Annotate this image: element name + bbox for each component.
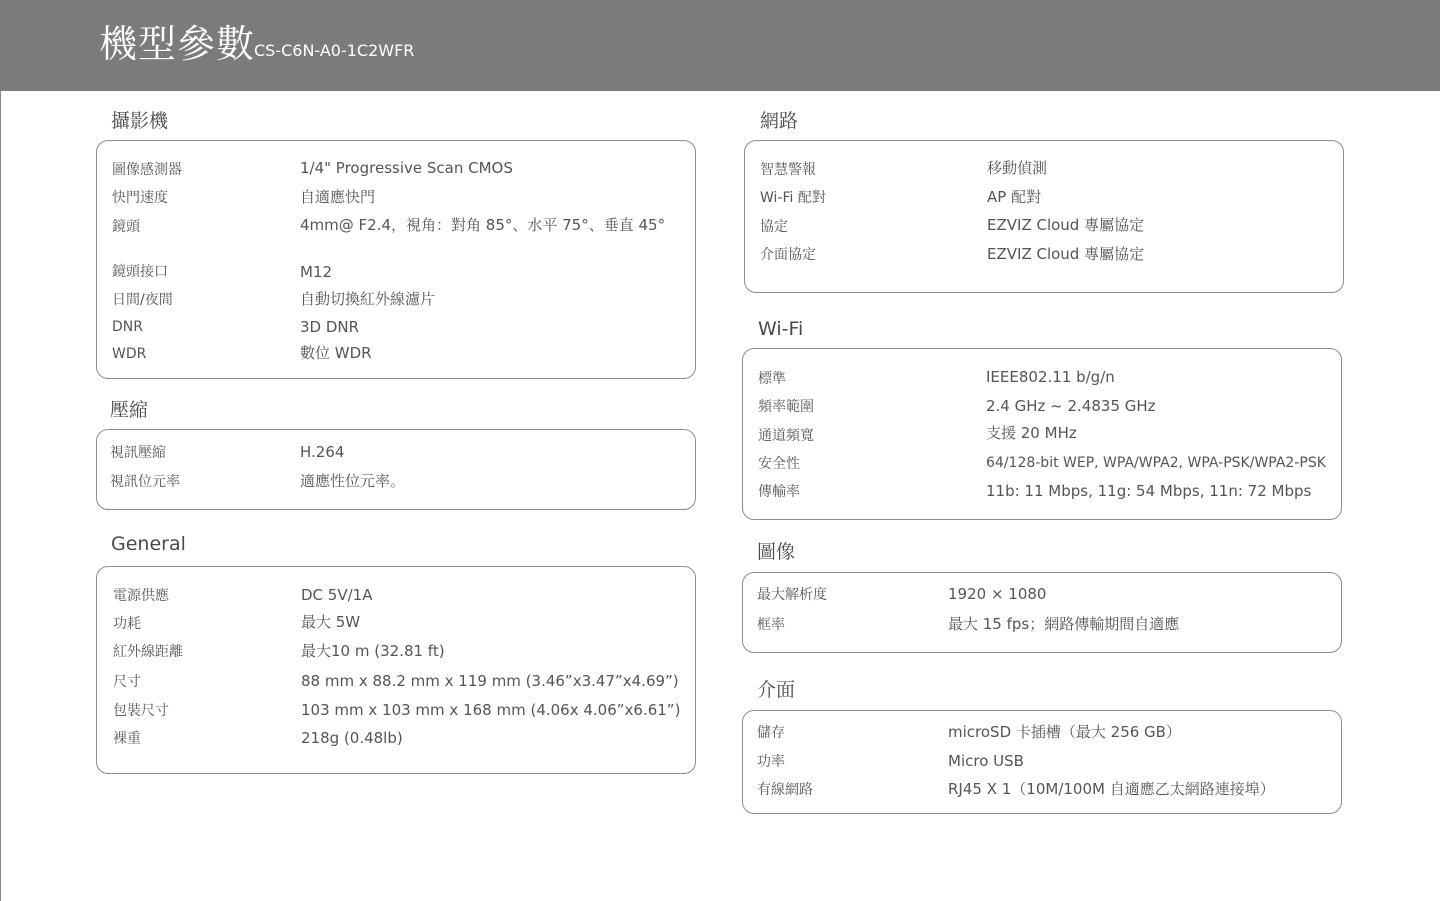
spec-label: 裸重 — [113, 731, 141, 747]
spec-label: 安全性 — [758, 456, 800, 472]
spec-label: 有線網路 — [757, 782, 813, 798]
header-bar — [0, 0, 1440, 91]
spec-label: 快門速度 — [112, 190, 168, 206]
section-title-camera: 攝影機 — [111, 110, 169, 132]
spec-label: 包裝尺寸 — [113, 703, 169, 719]
compression-panel — [96, 429, 696, 510]
section-title-image: 圖像 — [757, 541, 796, 563]
spec-value: microSD 卡插槽（最大 256 GB） — [948, 723, 1181, 741]
spec-value: 1/4" Progressive Scan CMOS — [300, 159, 513, 177]
spec-label: 視訊位元率 — [110, 474, 180, 490]
spec-value: 103 mm x 103 mm x 168 mm (4.06x 4.06”x6.61”) — [301, 701, 681, 719]
spec-value: 88 mm x 88.2 mm x 119 mm (3.46”x3.47”x4.69”) — [301, 672, 679, 690]
section-title-general: General — [111, 533, 186, 555]
spec-label: 標準 — [758, 371, 786, 387]
spec-label: 傳輸率 — [758, 484, 800, 500]
section-title-wifi: Wi-Fi — [758, 318, 804, 340]
spec-label: 視訊壓縮 — [110, 445, 166, 461]
spec-value: 數位 WDR — [300, 344, 372, 362]
page-title: 機型參數 — [99, 22, 256, 66]
spec-label: Wi-Fi 配對 — [760, 190, 826, 206]
spec-label: 協定 — [760, 219, 788, 235]
spec-value: 2.4 GHz ~ 2.4835 GHz — [986, 397, 1156, 415]
spec-value: 適應性位元率。 — [300, 472, 406, 490]
spec-value: 4mm@ F2.4，視角：對角 85°、水平 75°、垂直 45° — [300, 216, 666, 234]
spec-value: EZVIZ Cloud 專屬協定 — [987, 216, 1145, 234]
spec-value: H.264 — [300, 443, 345, 461]
spec-label: 最大解析度 — [757, 587, 827, 603]
spec-value: 1920 × 1080 — [948, 585, 1047, 603]
spec-label: 介面協定 — [760, 247, 816, 263]
spec-label: 鏡頭接口 — [112, 264, 168, 280]
spec-value: 218g (0.48lb) — [301, 729, 403, 747]
spec-label: 頻率範圍 — [758, 399, 814, 415]
spec-value: 自適應快門 — [300, 188, 376, 206]
spec-value: 最大 15 fps；網路傳輸期間自適應 — [948, 615, 1180, 633]
spec-value: RJ45 X 1（10M/100M 自適應乙太網路連接埠） — [948, 780, 1275, 798]
spec-label: 智慧警報 — [760, 162, 816, 178]
spec-label: 通道頻寬 — [758, 428, 814, 444]
spec-value: 最大10 m (32.81 ft) — [301, 642, 445, 660]
spec-value: Micro USB — [948, 752, 1024, 770]
page-left-rule — [0, 91, 1, 901]
spec-label: 儲存 — [757, 725, 785, 741]
spec-value: EZVIZ Cloud 專屬協定 — [987, 245, 1145, 263]
spec-value: 11b: 11 Mbps, 11g: 54 Mbps, 11n: 72 Mbps — [986, 482, 1312, 500]
section-title-compression: 壓縮 — [110, 399, 149, 421]
spec-value: 自動切換紅外線濾片 — [300, 290, 436, 308]
spec-label: 電源供應 — [113, 588, 169, 604]
spec-label: DNR — [112, 319, 143, 335]
spec-value: AP 配對 — [987, 188, 1042, 206]
spec-value: M12 — [300, 263, 333, 281]
spec-label: 圖像感測器 — [112, 162, 182, 178]
spec-label: 日間/夜間 — [112, 292, 173, 308]
spec-label: 框率 — [757, 617, 785, 633]
spec-value: DC 5V/1A — [301, 586, 373, 604]
spec-value: 支援 20 MHz — [986, 424, 1077, 442]
spec-label: 尺寸 — [113, 674, 141, 690]
section-title-network: 網路 — [760, 110, 799, 132]
spec-value: 移動偵測 — [987, 159, 1048, 177]
spec-label: WDR — [112, 346, 147, 362]
section-title-interface: 介面 — [757, 679, 796, 701]
spec-value: 64/128-bit WEP, WPA/WPA2, WPA-PSK/WPA2-PSK — [986, 455, 1326, 471]
spec-value: 最大 5W — [301, 613, 361, 631]
spec-label: 功率 — [757, 754, 785, 770]
spec-label: 功耗 — [113, 616, 141, 632]
spec-label: 鏡頭 — [112, 219, 140, 235]
spec-value: IEEE802.11 b/g/n — [986, 368, 1115, 386]
model-number: CS-C6N-A0-1C2WFR — [254, 41, 415, 60]
spec-value: 3D DNR — [300, 318, 360, 336]
spec-label: 紅外線距離 — [113, 644, 183, 660]
